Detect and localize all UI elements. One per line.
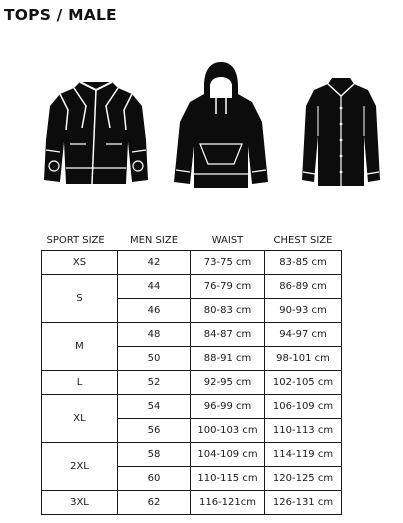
waist-cell: 116-121cm: [191, 491, 265, 515]
column-header-sport-size: SPORT SIZE: [46, 234, 105, 246]
men-size-cell: 56: [118, 419, 191, 443]
table-row: [42, 395, 342, 419]
men-size-cell: 58: [118, 443, 191, 467]
shirt-icon: [300, 76, 382, 188]
men-size-cell: 62: [118, 491, 191, 515]
table-row: [42, 323, 342, 347]
waist-cell: 80-83 cm: [191, 299, 265, 323]
men-size-cell: 52: [118, 371, 191, 395]
table-row: [42, 251, 342, 275]
men-size-cell: 50: [118, 347, 191, 371]
chest-size-cell: 120-125 cm: [265, 467, 342, 491]
table-row: [42, 443, 342, 467]
chest-size-cell: 110-113 cm: [265, 419, 342, 443]
column-header-chest-size: CHEST SIZE: [273, 234, 333, 246]
chest-size-cell: 86-89 cm: [265, 275, 342, 299]
page-title: TOPS / MALE: [4, 6, 117, 24]
sport-size-cell: L: [42, 371, 118, 395]
table-row: [42, 491, 342, 515]
waist-cell: 110-115 cm: [191, 467, 265, 491]
chest-size-cell: 90-93 cm: [265, 299, 342, 323]
sport-size-cell: S: [42, 275, 118, 323]
sport-size-cell: XS: [42, 251, 118, 275]
chest-size-cell: 83-85 cm: [265, 251, 342, 275]
table-row: [42, 371, 342, 395]
chest-size-cell: 126-131 cm: [265, 491, 342, 515]
men-size-cell: 54: [118, 395, 191, 419]
moto-jacket-icon: [40, 80, 152, 188]
waist-cell: 96-99 cm: [191, 395, 265, 419]
hoodie-icon: [172, 60, 270, 192]
sport-size-cell: XL: [42, 395, 118, 443]
column-header-men-size: MEN SIZE: [129, 234, 179, 246]
waist-cell: 104-109 cm: [191, 443, 265, 467]
waist-cell: 88-91 cm: [191, 347, 265, 371]
men-size-cell: 42: [118, 251, 191, 275]
chest-size-cell: 106-109 cm: [265, 395, 342, 419]
table-row: [42, 275, 342, 299]
waist-cell: 92-95 cm: [191, 371, 265, 395]
chest-size-cell: 102-105 cm: [265, 371, 342, 395]
men-size-cell: 60: [118, 467, 191, 491]
table-header-row: [42, 230, 342, 251]
waist-cell: 73-75 cm: [191, 251, 265, 275]
column-header-waist: WAIST: [211, 234, 244, 246]
men-size-cell: 46: [118, 299, 191, 323]
men-size-cell: 44: [118, 275, 191, 299]
waist-cell: 100-103 cm: [191, 419, 265, 443]
waist-cell: 84-87 cm: [191, 323, 265, 347]
size-chart-table: [41, 230, 342, 515]
sport-size-cell: M: [42, 323, 118, 371]
chest-size-cell: 98-101 cm: [265, 347, 342, 371]
chest-size-cell: 94-97 cm: [265, 323, 342, 347]
garment-illustrations: [0, 56, 403, 196]
sport-size-cell: 3XL: [42, 491, 118, 515]
sport-size-cell: 2XL: [42, 443, 118, 491]
men-size-cell: 48: [118, 323, 191, 347]
waist-cell: 76-79 cm: [191, 275, 265, 299]
chest-size-cell: 114-119 cm: [265, 443, 342, 467]
